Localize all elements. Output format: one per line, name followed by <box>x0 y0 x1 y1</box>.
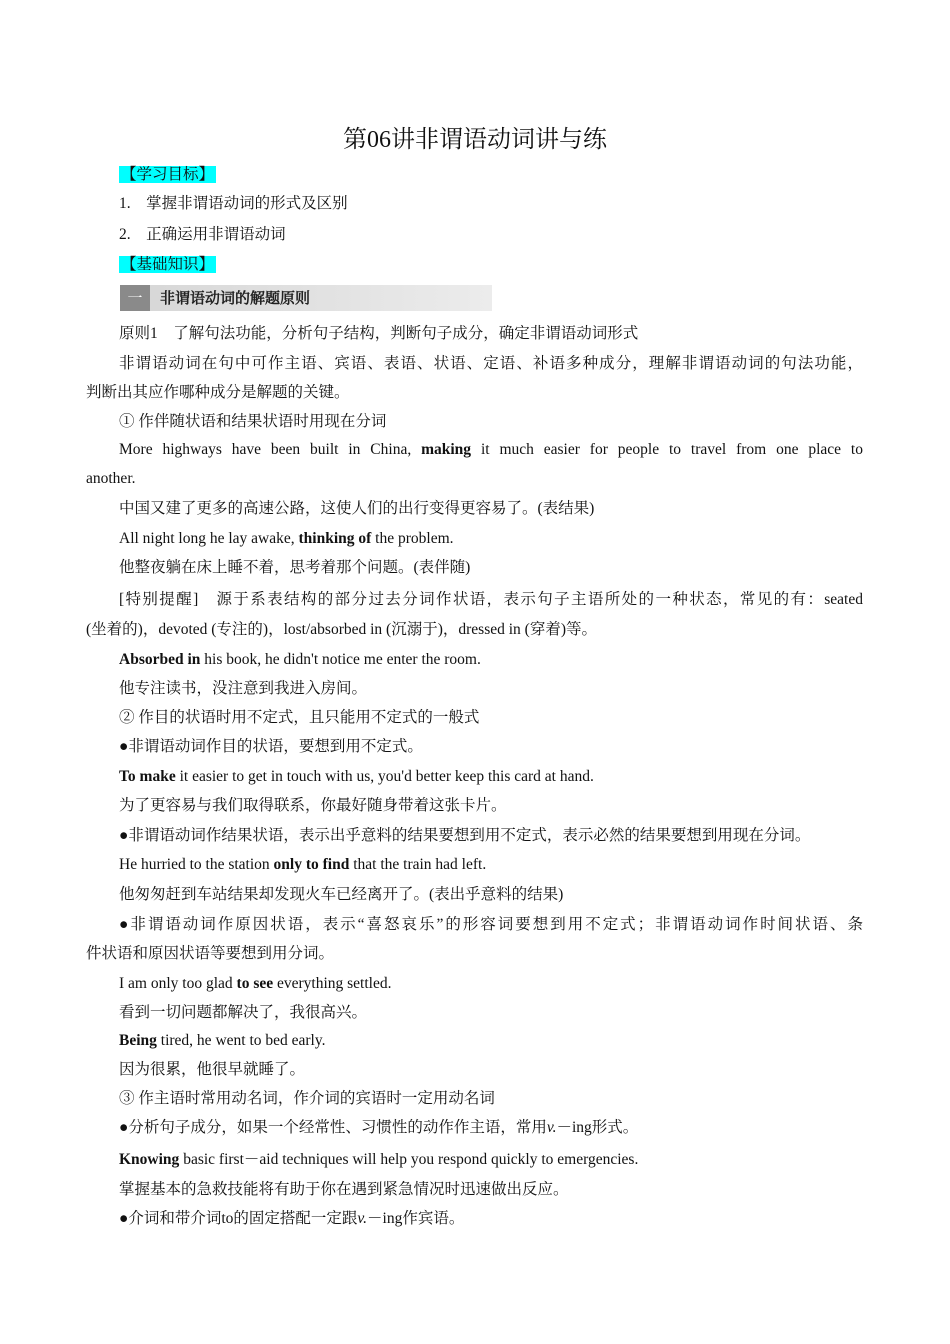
goals-tag: 【学习目标】 <box>121 166 215 183</box>
example-6: I am only too glad to see everything settled. <box>119 975 392 992</box>
example-4: To make it easier to get in touch with us, you'd better keep this card at hand. <box>119 768 594 785</box>
bullet-3-line-2: 件状语和原因状语等要想到用分词。 <box>86 945 335 962</box>
bullet-1: ●非谓语动词作目的状语，要想到用不定式。 <box>119 738 423 755</box>
example-1-line-2: another. <box>86 470 136 487</box>
translation-8: 掌握基本的急救技能将有助于你在遇到紧急情况时迅速做出反应。 <box>119 1181 569 1198</box>
keyword-only-to-find: only to find <box>273 856 350 873</box>
translation-1: 中国又建了更多的高速公路，这使人们的出行变得更容易了。(表结果) <box>119 500 595 517</box>
translation-4: 为了更容易与我们取得联系，你最好随身带着这张卡片。 <box>119 797 507 814</box>
keyword-making: making <box>421 441 472 458</box>
heading-text: 非谓语动词的解题原则 <box>160 289 311 307</box>
example-8: Knowing basic first－aid techniques will help you respond quickly to emergencies. <box>119 1151 639 1168</box>
example-5: He hurried to the station only to find that the train had left. <box>119 856 487 873</box>
section-label-basics <box>119 254 216 276</box>
section-heading-bar <box>120 285 492 311</box>
example-3: Absorbed in his book, he didn't notice me enter the room. <box>119 651 481 668</box>
keyword-knowing: Knowing <box>119 1151 180 1168</box>
bullet-4: ●分析句子成分，如果一个经常性、习惯性的动作作主语，常用v.－ing形式。 <box>119 1119 639 1136</box>
translation-7: 因为很累，他很早就睡了。 <box>119 1061 306 1078</box>
goal-item-1: 1. 掌握非谓语动词的形式及区别 <box>119 195 348 212</box>
intro-paragraph-line-2: 判断出其应作哪种成分是解题的关键。 <box>86 384 350 401</box>
keyword-to-see: to see <box>236 975 274 992</box>
example-7: Being tired, he went to bed early. <box>119 1032 326 1049</box>
note-line-1: [特别提醒] 源于系表结构的部分过去分词作状语，表示句子主语所处的一种状态，常见的有：seated <box>119 591 863 608</box>
intro-paragraph-line-1: 非谓语动词在句中可作主语、宾语、表语、状语、定语、补语多种成分，理解非谓语动词的句法功能， <box>119 355 863 372</box>
translation-5: 他匆匆赶到车站结果却发现火车已经离开了。(表出乎意料的结果) <box>119 886 564 903</box>
section-label-goals <box>119 164 216 186</box>
translation-6: 看到一切问题都解决了，我很高兴。 <box>119 1004 368 1021</box>
translation-2: 他整夜躺在床上睡不着，思考着那个问题。(表伴随) <box>119 559 471 576</box>
page-title: 第06讲非谓语动词讲与练 <box>343 127 607 153</box>
keyword-to-make: To make <box>119 768 176 785</box>
principle-1: 原则1 了解句法功能，分析句子结构，判断句子成分，确定非谓语动词形式 <box>119 325 639 342</box>
bullet-2: ●非谓语动词作结果状语，表示出乎意料的结果要想到用不定式，表示必然的结果要想到用现在分词。 <box>119 827 811 844</box>
point-1: ① 作伴随状语和结果状语时用现在分词 <box>119 413 387 430</box>
point-3: ③ 作主语时常用动名词，作介词的宾语时一定用动名词 <box>119 1090 495 1107</box>
point-2: ② 作目的状语时用不定式，且只能用不定式的一般式 <box>119 709 480 726</box>
example-2: All night long he lay awake, thinking of the problem. <box>119 530 454 547</box>
heading-number: 一 <box>120 285 150 311</box>
note-line-2: (坐着的)，devoted (专注的)，lost/absorbed in (沉溺于)，dressed in (穿着)等。 <box>86 621 597 638</box>
basics-tag: 【基础知识】 <box>121 256 215 273</box>
translation-3: 他专注读书，没注意到我进入房间。 <box>119 680 368 697</box>
goal-item-2: 2. 正确运用非谓语动词 <box>119 226 286 243</box>
example-1-line-1: More highways have been built in China, making it much easier for people to travel from one place to <box>119 441 863 458</box>
keyword-being: Being <box>119 1032 157 1049</box>
keyword-absorbed-in: Absorbed in <box>119 651 201 668</box>
bullet-3-line-1: ●非谓语动词作原因状语，表示“喜怒哀乐”的形容词要想到用不定式；非谓语动词作时间状语、条 <box>119 916 863 933</box>
bullet-5: ●介词和带介词to的固定搭配一定跟v.－ing作宾语。 <box>119 1210 465 1227</box>
keyword-thinking-of: thinking of <box>298 530 372 547</box>
